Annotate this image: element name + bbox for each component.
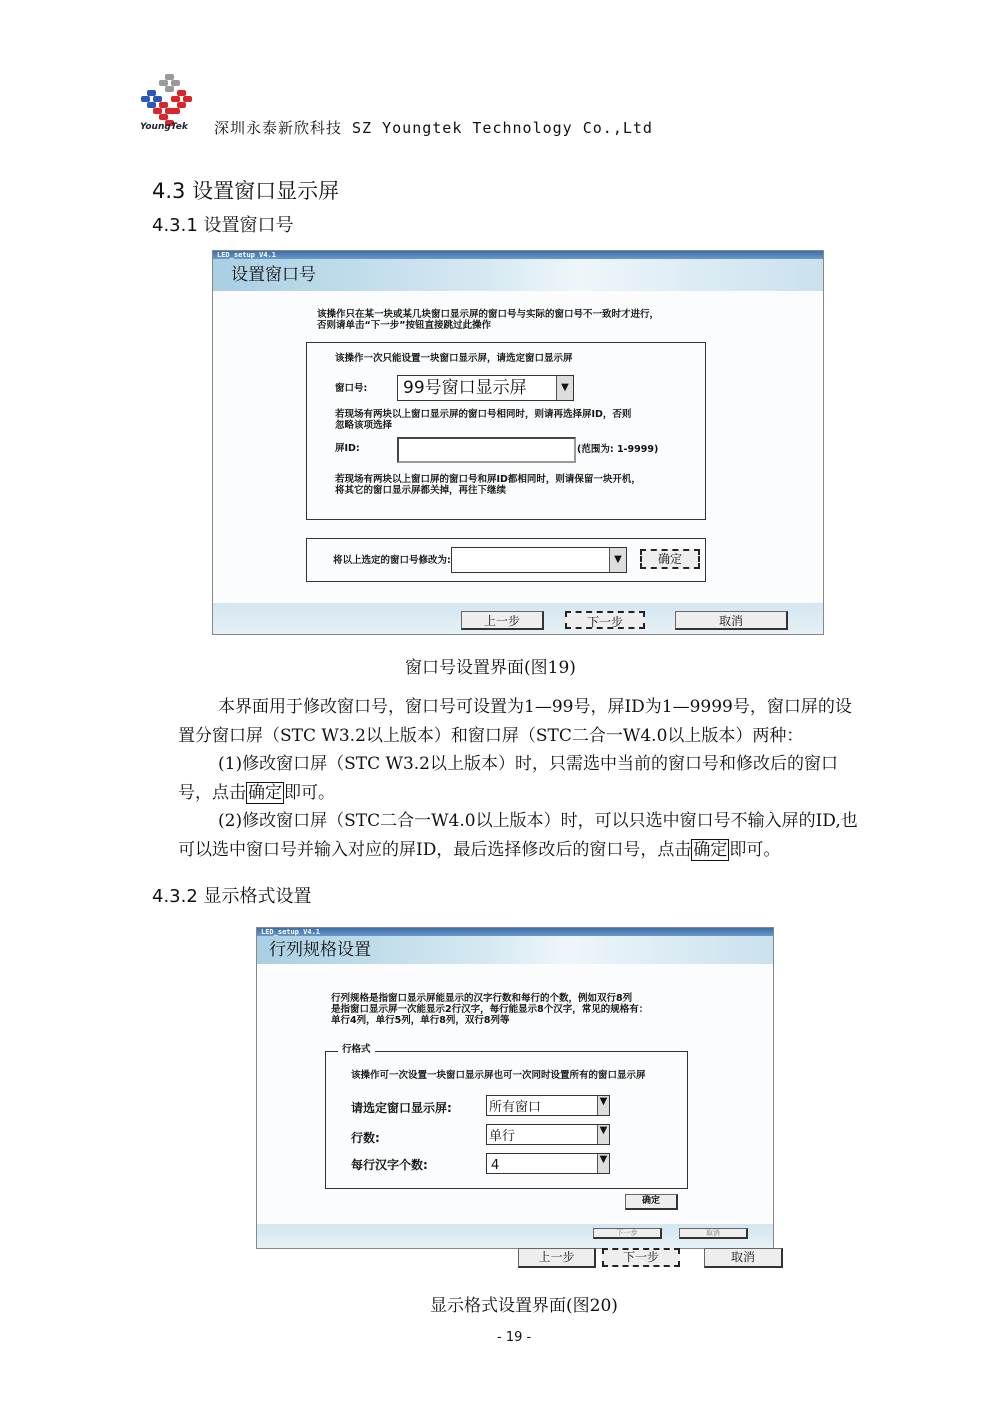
intro-text: 单行4列，单行5列，单行8列，双行8列等 <box>331 1015 510 1026</box>
logo-text: YoungTek <box>140 122 188 132</box>
next-button[interactable]: 下一步 <box>565 611 645 629</box>
confirm-reference: 确定 <box>248 783 282 803</box>
chevron-down-icon[interactable]: ▼ <box>597 1125 609 1144</box>
figure-caption: 窗口号设置界面(图19) <box>405 658 576 678</box>
screen-select[interactable] <box>486 1095 610 1116</box>
new-window-select[interactable] <box>451 547 627 573</box>
rows-select[interactable] <box>486 1124 610 1145</box>
id-note: 忽略该项选择 <box>335 420 393 431</box>
intro-text: 否则请单击“下一步”按钮直接跳过此操作 <box>317 320 491 331</box>
window-number-dialog <box>212 250 824 635</box>
screen-id-label: 屏ID: <box>335 443 360 454</box>
chevron-down-icon[interactable]: ▼ <box>597 1096 609 1115</box>
confirm-button[interactable]: 确定 <box>640 549 700 569</box>
change-group <box>306 538 706 582</box>
note: 该操作一次只能设置一块窗口显示屏，请选定窗口显示屏 <box>335 353 573 364</box>
window-label: 窗口号: <box>335 383 368 394</box>
intro-text: 行列规格是指窗口显示屏能显示的汉字行数和每行的个数，例如双行8列 <box>331 993 633 1004</box>
dialog-footer <box>257 1224 773 1248</box>
cancel-button[interactable]: 取消 <box>704 1248 783 1268</box>
row-format-group <box>325 1044 688 1189</box>
window-number-value: 99号窗口显示屏 <box>403 378 527 398</box>
paragraph <box>178 750 868 808</box>
chevron-down-icon[interactable]: ▼ <box>597 1154 609 1173</box>
paragraph <box>178 807 868 865</box>
section-title: 4.3 设置窗口显示屏 <box>152 179 340 203</box>
id-note: 若现场有两块以上窗口显示屏的窗口号相同时，则请再选择屏ID，否则 <box>335 409 632 420</box>
group-label: 行格式 <box>338 1044 375 1055</box>
chars-label: 每行汉字个数: <box>351 1158 428 1172</box>
inner-next-button[interactable]: 下一步 <box>593 1228 662 1239</box>
confirm-button[interactable]: 确定 <box>625 1194 678 1210</box>
paragraph: 本界面用于修改窗口号，窗口号可设置为1—99号，屏ID为1—9999号，窗口屏的设置分窗口屏（STC W3.2以上版本）和窗口屏（STC二合一W4.0以上版本）两种： <box>178 697 852 746</box>
window-select-group <box>306 342 706 520</box>
page-number: - 19 - <box>497 1330 532 1345</box>
window-number-select[interactable] <box>397 375 574 401</box>
id-range: (范围为: 1-9999) <box>577 444 659 455</box>
prev-button[interactable]: 上一步 <box>518 1248 596 1268</box>
text: (1)修改窗口屏（STC W3.2以上版本）时，只需选中当前的窗口号和修改后的窗口号，点击 <box>178 754 838 803</box>
note: 该操作可一次设置一块窗口显示屏也可一次同时设置所有的窗口显示屏 <box>351 1070 646 1081</box>
chevron-down-icon[interactable]: ▼ <box>609 548 626 572</box>
dialog-banner: 行列规格设置 <box>257 936 773 964</box>
subsection-title: 4.3.2 显示格式设置 <box>152 886 312 907</box>
text: (2)修改窗口屏（STC二合一W4.0以上版本）时，可以只选中窗口号不输入屏的ID,也可以选中窗口号并输入对应的屏ID，最后选择修改后的窗口号，点击 <box>178 811 858 860</box>
dialog-footer <box>213 603 823 634</box>
row-format-dialog <box>256 927 774 1249</box>
screen-label: 请选定窗口显示屏: <box>351 1101 452 1115</box>
rows-label: 行数: <box>351 1131 380 1145</box>
text: 即可。 <box>284 783 335 803</box>
intro-text: 是指窗口显示屏一次能显示2行汉字，每行能显示8个汉字，常见的规格有： <box>331 1004 649 1015</box>
screen-id-input[interactable] <box>397 437 576 463</box>
chars-select[interactable] <box>486 1153 610 1174</box>
warning: 若现场有两块以上窗口屏的窗口号和屏ID都相同时，则请保留一块开机， <box>335 474 641 485</box>
company-header: 深圳永泰新欣科技 SZ Youngtek Technology Co.,Ltd <box>214 119 653 137</box>
change-label: 将以上选定的窗口号修改为: <box>333 555 451 566</box>
app-titlebar: LED_setup V4.1 <box>213 251 823 259</box>
app-titlebar: LED_setup V4.1 <box>257 928 773 936</box>
chars-value: 4 <box>491 1158 500 1173</box>
text: 即可。 <box>729 840 781 860</box>
inner-cancel-button[interactable]: 取消 <box>679 1228 748 1239</box>
dialog-banner: 设置窗口号 <box>213 259 823 291</box>
cancel-button[interactable]: 取消 <box>675 611 788 630</box>
chevron-down-icon[interactable]: ▼ <box>556 376 573 400</box>
subsection-title: 4.3.1 设置窗口号 <box>152 215 294 236</box>
confirm-reference: 确定 <box>693 840 728 860</box>
screen-value: 所有窗口 <box>489 1100 542 1115</box>
intro-text: 该操作只在某一块或某几块窗口显示屏的窗口号与实际的窗口号不一致时才进行， <box>317 309 660 320</box>
figure-caption: 显示格式设置界面(图20) <box>430 1296 618 1316</box>
warning: 将其它的窗口显示屏都关掉，再往下继续 <box>335 485 507 496</box>
next-button[interactable]: 下一步 <box>602 1248 680 1267</box>
prev-button[interactable]: 上一步 <box>461 611 544 630</box>
rows-value: 单行 <box>489 1129 516 1144</box>
